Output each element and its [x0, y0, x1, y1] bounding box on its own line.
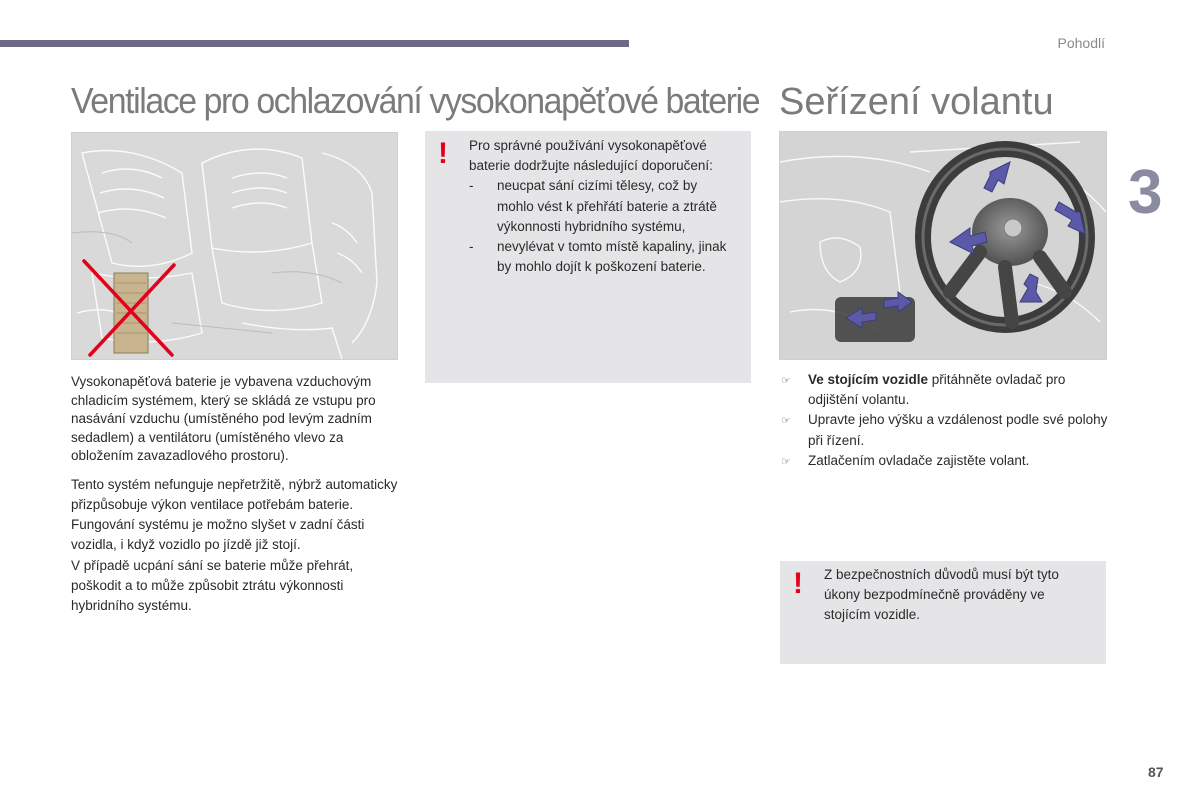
- pointing-hand-icon: ☞: [781, 455, 791, 468]
- battery-warning-box: [425, 131, 751, 383]
- steering-warning-text: Z bezpečnostních důvodů musí být tyto úkony bezpodmínečně prováděny ve stojícím vozidle.: [824, 567, 1059, 623]
- step-item: [781, 451, 1111, 472]
- step-text: přitáhněte ovladač pro odjištění volantu.: [808, 372, 1066, 408]
- pointing-hand-icon: ☞: [781, 375, 791, 387]
- warning-item: [469, 176, 747, 237]
- step-item: [781, 410, 1111, 450]
- section-title-battery-ventilation: Ventilace pro ochlazování vysokonapěťové baterie: [71, 80, 760, 121]
- section-label: Pohodlí: [1057, 35, 1105, 51]
- warning-item: [469, 237, 747, 277]
- exclamation-icon: !: [793, 567, 803, 600]
- step-text: Zatlačením ovladače zajistěte volant.: [808, 452, 1030, 468]
- paragraph-cooling-system: Vysokonapěťová baterie je vybavena vzduchovým chladicím systémem, který se skládá ze vstupu pro nasávání vzduchu (umístěného pod levým zadním sedadlem) a ventilátoru (umístěného vlevo za obložením zavazadlového prostoru).: [71, 374, 376, 463]
- warning-item-text: nevylévat v tomto místě kapaliny, jinak by mohlo dojít k poškození baterie.: [497, 239, 727, 275]
- rear-seat-illustration: [71, 132, 398, 360]
- paragraph-blockage: V případě ucpání sání se baterie může přehrát, poškodit a to může způsobit ztrátu výkonnosti hybridního systému.: [71, 557, 354, 614]
- paragraph-audible: Fungování systému je možno slyšet v zadní části vozidla, i když vozidlo po jízdě již stojí.: [71, 517, 365, 553]
- chapter-number: 3: [1128, 158, 1163, 227]
- section-title-steering-wheel: Seřízení volantu: [779, 81, 1054, 123]
- steering-wheel-illustration: [779, 131, 1107, 360]
- step-item: [781, 370, 1111, 410]
- dash-marker: -: [469, 178, 474, 194]
- step-text: Upravte jeho výšku a vzdálenost podle své polohy při řízení.: [808, 412, 1108, 448]
- steering-adjustment-steps: [781, 370, 1111, 472]
- paragraph-adaptive: Tento systém nefunguje nepřetržitě, nýbrž automaticky přizpůsobuje výkon ventilace potřebám baterie.: [71, 476, 398, 512]
- battery-description: [71, 373, 401, 617]
- warning-item-text: neucpat sání cizími tělesy, což by mohlo vést k přehřátí baterie a ztrátě výkonnosti hybridního systému,: [497, 178, 717, 234]
- page-number: 87: [1148, 764, 1164, 780]
- dash-marker: -: [469, 239, 474, 255]
- battery-warning-text: [469, 136, 747, 277]
- header-accent-bar: [0, 40, 629, 47]
- pointing-hand-icon: ☞: [781, 415, 791, 428]
- exclamation-icon: !: [438, 137, 448, 170]
- steering-warning-box: [780, 561, 1106, 664]
- warning-intro: Pro správné používání vysokonapěťové baterie dodržujte následující doporučení:: [469, 138, 713, 174]
- step-bold: Ve stojícím vozidle: [808, 372, 929, 387]
